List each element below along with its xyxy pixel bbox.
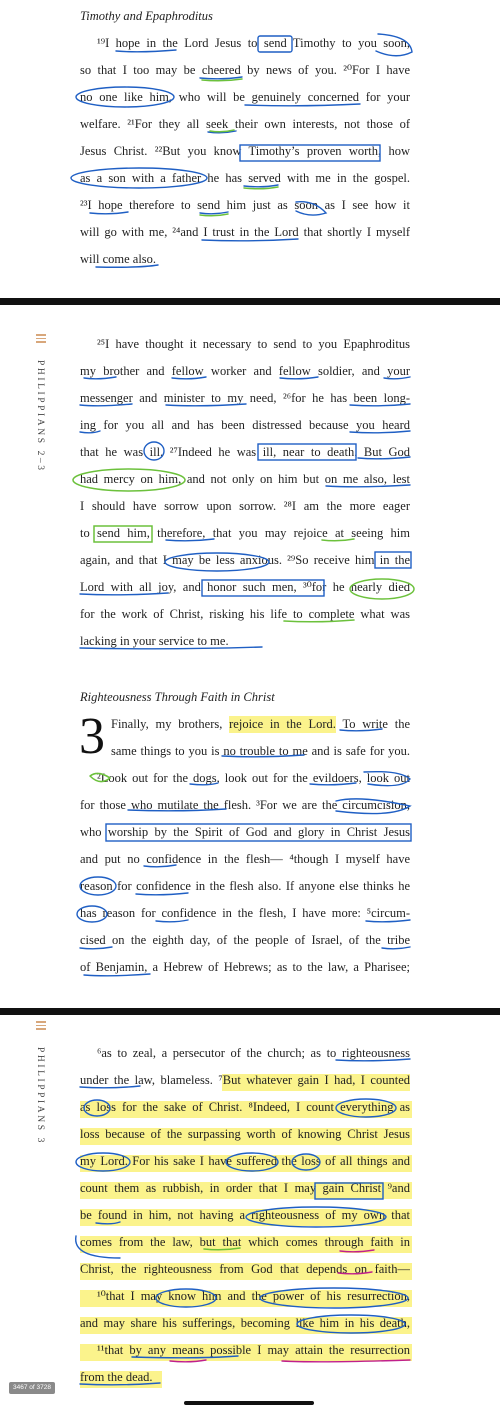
text-line: my brother and fellow worker and fellow soldier, and your — [80, 364, 410, 378]
text-line: and may share his sufferings, becoming like him in his death, — [80, 1316, 410, 1330]
text-line: count them as rubbish, in order that I may gain Christ ⁹and — [80, 1181, 410, 1195]
page-divider — [0, 1008, 500, 1015]
text-line: my Lord. For his sake I have suffered the loss of all things and — [80, 1154, 410, 1168]
section-heading: Righteousness Through Faith in Christ — [80, 690, 275, 704]
text-line: Christ, the righteousness from God that depends on faith— — [80, 1262, 410, 1276]
text-line: ⁶as to zeal, a persecutor of the church; as to righteousness — [97, 1046, 410, 1060]
contents-menu-icon[interactable] — [36, 334, 46, 344]
text-line: loss because of the surpassing worth of knowing Christ Jesus — [80, 1127, 410, 1141]
text-line: as loss for the sake of Christ. ⁸Indeed, I count everything as — [80, 1100, 410, 1114]
text-line: I should have sorrow upon sorrow. ²⁸I am the more eager — [80, 499, 410, 513]
text-line: will go with me, ²⁴and I trust in the Lord that shortly I myself — [80, 225, 410, 239]
text-line: reason for confidence in the flesh also. If anyone else thinks he — [80, 879, 410, 893]
page-divider — [0, 298, 500, 305]
page-section-1 — [0, 0, 500, 298]
drop-cap: 3 — [79, 708, 105, 765]
text-line: welfare. ²¹For they all seek their own interests, not those of — [80, 117, 410, 131]
sidebar-running-head — [32, 1021, 50, 1145]
text-line: Lord with all joy, and honor such men, ³⁰for he nearly died — [80, 580, 410, 594]
text-line: that he was ill. ²⁷Indeed he was ill, near to death. But God — [80, 445, 410, 459]
text-line: has reason for confidence in the flesh, I have more: ⁵circum- — [80, 906, 410, 920]
text-line: under the law, blameless. ⁷But whatever gain I had, I counted — [80, 1073, 410, 1087]
running-head: PHILIPPIANS 3 — [35, 1047, 45, 1145]
text-line: be found in him, not having a righteousness of my own that — [80, 1208, 410, 1222]
text-line: cised on the eighth day, of the people of Israel, of the tribe — [80, 933, 410, 947]
text-line: ²³I hope therefore to send him just as soon as I see how it — [80, 198, 410, 212]
text-line: to send him, therefore, that you may rejoice at seeing him — [80, 526, 410, 540]
section-heading: Timothy and Epaphroditus — [80, 9, 213, 23]
text-line: ¹⁹I hope in the Lord Jesus to send Timothy to you soon, — [97, 36, 410, 50]
sidebar-running-head — [32, 334, 50, 473]
text-line: Finally, my brothers, rejoice in the Lord. To write the — [111, 717, 410, 731]
text-line: had mercy on him, and not only on him but on me also, lest — [80, 472, 410, 486]
contents-menu-icon[interactable] — [36, 1021, 46, 1031]
text-line: and put no confidence in the flesh— ⁴though I myself have — [80, 852, 410, 866]
text-line: again, and that I may be less anxious. ²⁹So receive him in the — [80, 553, 410, 567]
text-line: so that I too may be cheered by news of you. ²⁰For I have — [80, 63, 410, 77]
text-line: ²Look out for the dogs, look out for the evildoers, look out — [97, 771, 410, 785]
text-line: messenger and minister to my need, ²⁶for he has been long- — [80, 391, 410, 405]
text-line: lacking in your service to me. — [80, 634, 229, 648]
text-line: as a son with a father he has served with me in the gospel. — [80, 171, 410, 185]
text-line: ing for you all and has been distressed because you heard — [80, 418, 410, 432]
text-line: ²⁵I have thought it necessary to send to you Epaphroditus — [97, 337, 410, 351]
running-head: PHILIPPIANS 2–3 — [35, 360, 45, 473]
text-line: of Benjamin, a Hebrew of Hebrews; as to the law, a Pharisee; — [80, 960, 410, 974]
text-line: no one like him, who will be genuinely concerned for your — [80, 90, 410, 104]
text-line: comes from the law, but that which comes through faith in — [80, 1235, 410, 1249]
text-line: for the work of Christ, risking his life to complete what was — [80, 607, 410, 621]
text-line: for those who mutilate the flesh. ³For we are the circumcision, — [80, 798, 410, 812]
text-line: ¹¹that by any means possible I may attain the resurrection — [97, 1343, 410, 1357]
text-line: will come also. — [80, 252, 157, 266]
text-line: from the dead. — [80, 1370, 153, 1384]
text-line: who worship by the Spirit of God and glory in Christ Jesus — [80, 825, 410, 839]
text-line: ¹⁰that I may know him and the power of his resurrection, — [97, 1289, 410, 1303]
home-indicator[interactable] — [184, 1401, 314, 1405]
text-line: same things to you is no trouble to me and is safe for you. — [111, 744, 410, 758]
text-line: Jesus Christ. ²²But you know Timothy’s proven worth, how — [80, 144, 410, 158]
page-count-badge: 3467 of 3728 — [9, 1382, 55, 1394]
